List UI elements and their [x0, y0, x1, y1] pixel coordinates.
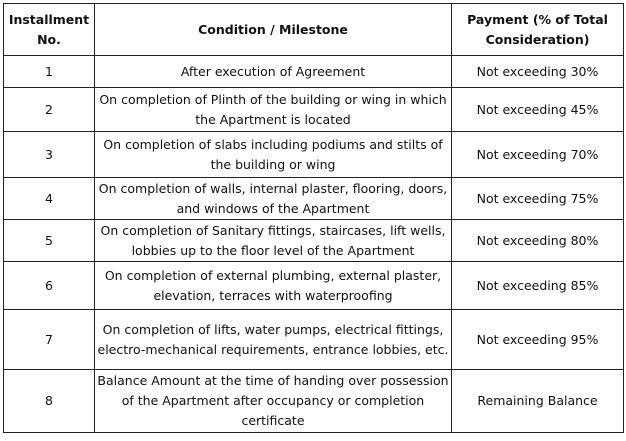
table-row — [4, 88, 624, 132]
installment-number: 5 — [4, 220, 95, 262]
milestone-condition: On completion of lifts, water pumps, electrical fittings, electro-mechanical requirements, entrance lobbies, etc. — [95, 310, 452, 370]
payment-percentage: Remaining Balance — [452, 370, 624, 433]
milestone-condition: On completion of Sanitary fittings, staircases, lift wells, lobbies up to the floor level of the Apartment — [95, 220, 452, 262]
payment-percentage: Not exceeding 75% — [452, 178, 624, 220]
milestone-condition: On completion of external plumbing, external plaster, elevation, terraces with waterproofing — [95, 262, 452, 310]
payment-percentage: Not exceeding 80% — [452, 220, 624, 262]
installment-number: 1 — [4, 56, 95, 88]
header-installment-no: Installment No. — [4, 4, 95, 56]
table-row — [4, 56, 624, 88]
table-row — [4, 132, 624, 178]
table-row — [4, 370, 624, 433]
installment-number: 8 — [4, 370, 95, 433]
payment-schedule-table — [3, 3, 624, 433]
installment-number: 4 — [4, 178, 95, 220]
payment-percentage: Not exceeding 45% — [452, 88, 624, 132]
milestone-condition: On completion of slabs including podiums and stilts of the building or wing — [95, 132, 452, 178]
table-header-row — [4, 4, 624, 56]
table-row — [4, 178, 624, 220]
header-condition-milestone: Condition / Milestone — [95, 4, 452, 56]
milestone-condition: On completion of Plinth of the building or wing in which the Apartment is located — [95, 88, 452, 132]
payment-percentage: Not exceeding 95% — [452, 310, 624, 370]
table-row — [4, 262, 624, 310]
installment-number: 6 — [4, 262, 95, 310]
payment-percentage: Not exceeding 70% — [452, 132, 624, 178]
installment-number: 2 — [4, 88, 95, 132]
table-row — [4, 310, 624, 370]
milestone-condition: Balance Amount at the time of handing over possession of the Apartment after occupancy or completion certificate — [95, 370, 452, 433]
milestone-condition: On completion of walls, internal plaster, flooring, doors, and windows of the Apartment — [95, 178, 452, 220]
table-row — [4, 220, 624, 262]
payment-percentage: Not exceeding 85% — [452, 262, 624, 310]
milestone-condition: After execution of Agreement — [95, 56, 452, 88]
installment-number: 7 — [4, 310, 95, 370]
payment-percentage: Not exceeding 30% — [452, 56, 624, 88]
header-payment: Payment (% of Total Consideration) — [452, 4, 624, 56]
installment-number: 3 — [4, 132, 95, 178]
